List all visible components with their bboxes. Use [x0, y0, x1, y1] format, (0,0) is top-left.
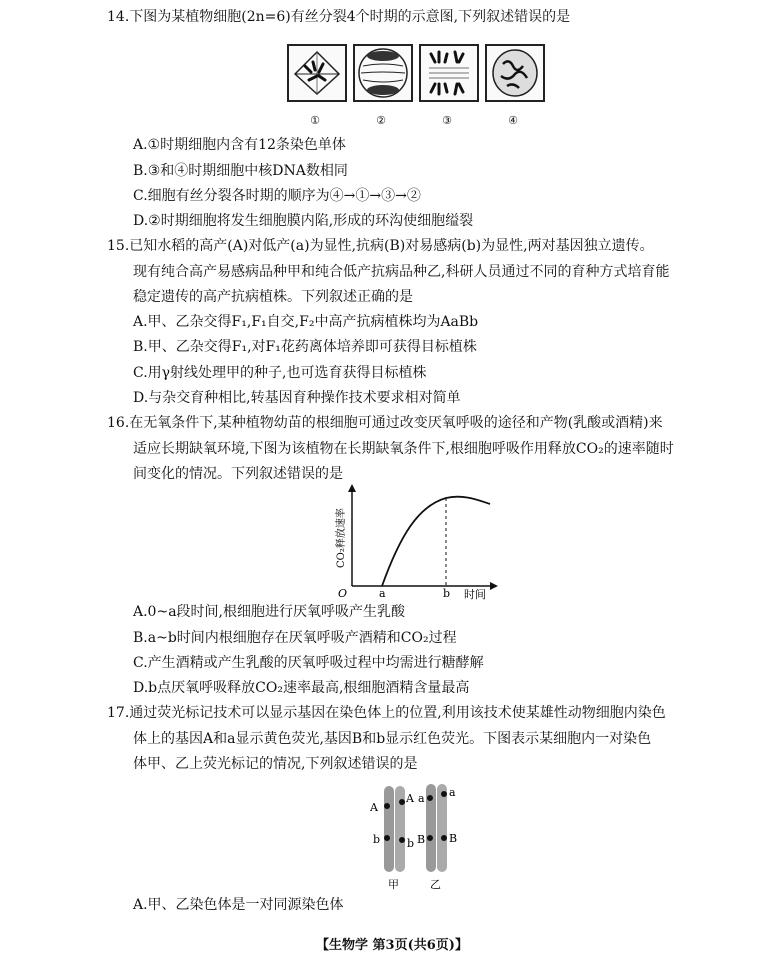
label-jia-top-left: A: [370, 801, 378, 814]
q14-option-a: A.①时期细胞内含有12条染色单体: [133, 137, 346, 153]
question-17-stem-line2: 体上的基因A和a显示黄色荧光,基因B和b显示红色荧光。下图表示某细胞内一对染色: [133, 731, 652, 747]
label-yi-top-right: a: [449, 786, 456, 799]
tick-b-label: b: [443, 587, 451, 600]
chromosome-jia-right-chromatid: [395, 786, 405, 872]
question-17-stem-line3: 体甲、乙上荧光标记的情况,下列叙述错误的是: [133, 756, 418, 772]
x-axis-arrow: [490, 582, 498, 590]
label-jia-mid-left: b: [373, 833, 381, 846]
stage-label-3: ③: [442, 114, 452, 127]
chromosome-yi-right-chromatid: [437, 784, 447, 872]
stage-label-2: ②: [376, 114, 386, 127]
question-15-stem-line3: 稳定遗传的高产抗病植株。下列叙述正确的是: [133, 289, 413, 305]
cell-stage-2-image: [353, 44, 413, 102]
page-footer: 【生物学 第3页(共6页)】: [316, 938, 468, 953]
question-17-stem-line1: 17.通过荧光标记技术可以显示基因在染色体上的位置,利用该技术使某雄性动物细胞内染色: [107, 705, 666, 721]
q17-option-a: A.甲、乙染色体是一对同源染色体: [133, 897, 344, 913]
cell-stage-3-image: [419, 44, 479, 102]
origin-label: O: [338, 587, 348, 600]
tick-a-label: a: [379, 587, 386, 600]
q14-option-c: C.细胞有丝分裂各时期的顺序为④→①→③→②: [133, 188, 421, 204]
question-14-stem: 14.下图为某植物细胞(2n=6)有丝分裂4个时期的示意图,下列叙述错误的是: [107, 9, 571, 25]
q14-option-d: D.②时期细胞将发生细胞膜内陷,形成的环沟使细胞缢裂: [133, 213, 474, 229]
label-jia-top-right: A: [406, 792, 414, 805]
cell-stage-1-image: [287, 44, 347, 102]
label-jia: 甲: [388, 878, 399, 891]
stage-label-4: ④: [508, 114, 518, 127]
q15-option-d: D.与杂交育种相比,转基因育种操作技术要求相对简单: [133, 390, 461, 406]
label-jia-mid-right: b: [407, 837, 415, 850]
label-yi: 乙: [430, 878, 441, 891]
cell-stage-4-image: [485, 44, 545, 102]
q16-option-a: A.0~a段时间,根细胞进行厌氧呼吸产生乳酸: [133, 604, 405, 620]
y-axis-arrow: [348, 484, 356, 492]
question-15-stem-line1: 15.已知水稻的高产(A)对低产(a)为显性,抗病(B)对易感病(b)为显性,两对基因独立遗传。: [107, 238, 654, 254]
question-16-stem-line2: 适应长期缺氧环境,下图为该植物在长期缺氧条件下,根细胞呼吸作用释放CO₂的速率随时: [133, 441, 674, 457]
mitosis-figure: [287, 44, 547, 134]
question-16-stem-line1: 16.在无氧条件下,某种植物幼苗的根细胞可通过改变厌氧呼吸的途径和产物(乳酸或酒精)来: [107, 415, 663, 431]
rate-curve: [382, 497, 490, 586]
q15-option-a: A.甲、乙杂交得F₁,F₁自交,F₂中高产抗病植株均为AaBb: [133, 314, 479, 330]
q14-option-b: B.③和④时期细胞中核DNA数相同: [133, 163, 348, 179]
stage-label-1: ①: [310, 114, 320, 127]
chromosome-jia-left-chromatid: [384, 786, 394, 872]
x-axis-label: 时间: [464, 588, 486, 601]
question-15-stem-line2: 现有纯合高产易感病品种甲和纯合低产抗病品种乙,科研人员通过不同的育种方式培育能: [133, 264, 670, 280]
y-axis-label: CO₂释放速率: [336, 508, 347, 568]
label-yi-top-left: a: [418, 792, 425, 805]
q16-option-c: C.产生酒精或产生乳酸的厌氧呼吸过程中均需进行糖酵解: [133, 655, 484, 671]
question-16-stem-line3: 间变化的情况。下列叙述错误的是: [133, 466, 343, 482]
q15-option-b: B.甲、乙杂交得F₁,对F₁花药离体培养即可获得目标植株: [133, 339, 477, 355]
q16-option-d: D.b点厌氧呼吸释放CO₂速率最高,根细胞酒精含量最高: [133, 680, 470, 696]
label-yi-mid-left: B: [417, 833, 426, 846]
co2-release-graph: [318, 482, 502, 602]
q16-option-b: B.a~b时间内根细胞存在厌氧呼吸产酒精和CO₂过程: [133, 630, 457, 646]
chromosome-figure: [362, 780, 472, 892]
label-yi-mid-right: B: [449, 832, 458, 845]
q15-option-c: C.用γ射线处理甲的种子,也可选育获得目标植株: [133, 365, 427, 381]
